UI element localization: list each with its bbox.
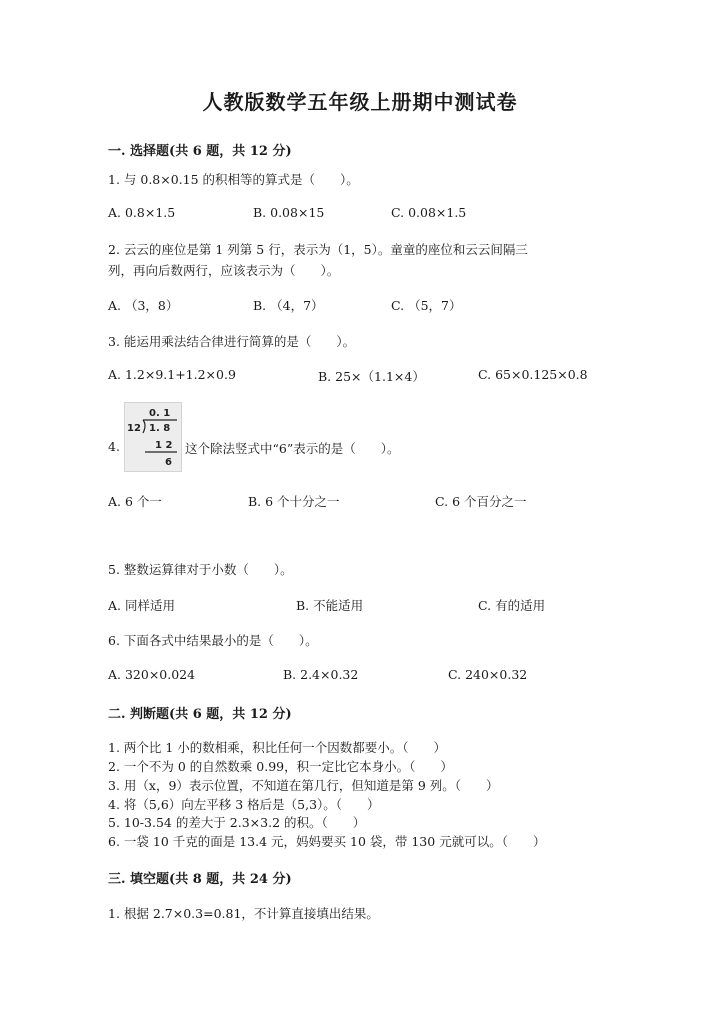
q6-option-c: C. 240×0.32 xyxy=(448,667,528,682)
q2-option-b: B. （4，7） xyxy=(253,298,324,313)
tf-item-3: 3. 用（x，9）表示位置，不知道在第几行，但知道是第 9 列。（ ） xyxy=(108,778,499,793)
division-divisor: 12 xyxy=(127,423,141,434)
question-1: 1. 与 0.8×0.15 的积相等的算式是（ ）。 xyxy=(108,172,359,187)
q4-option-b: B. 6 个十分之一 xyxy=(248,494,340,509)
q1-option-c: C. 0.08×1.5 xyxy=(391,205,467,220)
q6-option-a: A. 320×0.024 xyxy=(108,667,196,682)
tf-item-5: 5. 10-3.54 的差大于 2.3×3.2 的积。（ ） xyxy=(108,815,366,830)
page-title: 人教版数学五年级上册期中测试卷 xyxy=(202,90,518,114)
division-remainder: 6 xyxy=(165,457,172,468)
tf-item-4: 4. 将（5,6）向左平移 3 格后是（5,3）。（ ） xyxy=(108,797,380,812)
q2-option-c: C. （5，7） xyxy=(391,298,462,313)
division-figure xyxy=(124,402,182,472)
tf-item-1: 1. 两个比 1 小的数相乘，积比任何一个因数都要小。（ ） xyxy=(108,740,447,755)
question-6: 6. 下面各式中结果最小的是（ ）。 xyxy=(108,633,318,648)
question-5: 5. 整数运算律对于小数（ ）。 xyxy=(108,562,293,577)
question-2-line1: 2. 云云的座位是第 1 列第 5 行，表示为（1，5）。童童的座位和云云间隔三 xyxy=(108,242,528,257)
question-4-text: 这个除法竖式中“6”表示的是（ ）。 xyxy=(185,441,400,456)
fill-question-1: 1. 根据 2.7×0.3=0.81，不计算直接填出结果。 xyxy=(108,906,379,921)
q3-option-a: A. 1.2×9.1+1.2×0.9 xyxy=(108,367,236,382)
division-product: 1 2 xyxy=(155,440,173,451)
q1-option-b: B. 0.08×15 xyxy=(253,205,325,220)
q5-option-c: C. 有的适用 xyxy=(478,598,546,613)
q3-option-b: B. 25×（1.1×4） xyxy=(318,369,425,384)
tf-item-2: 2. 一个不为 0 的自然数乘 0.99，积一定比它本身小。（ ） xyxy=(108,759,453,774)
section-heading-judgement: 二. 判断题(共 6 题，共 12 分) xyxy=(108,707,292,722)
q5-option-b: B. 不能适用 xyxy=(296,598,364,613)
question-2-line2: 列，再向后数两行，应该表示为（ ）。 xyxy=(108,263,340,278)
q3-option-c: C. 65×0.125×0.8 xyxy=(478,367,588,382)
q2-option-a: A. （3，8） xyxy=(108,298,179,313)
question-4-number: 4. xyxy=(108,439,120,454)
section-heading-fill-in: 三. 填空题(共 8 题，共 24 分) xyxy=(108,872,292,887)
section-heading-choice: 一. 选择题(共 6 题，共 12 分) xyxy=(108,144,292,159)
question-3: 3. 能运用乘法结合律进行简算的是（ ）。 xyxy=(108,334,356,349)
q4-option-a: A. 6 个一 xyxy=(108,494,162,509)
q5-option-a: A. 同样适用 xyxy=(108,598,175,613)
q6-option-b: B. 2.4×0.32 xyxy=(283,667,359,682)
tf-item-6: 6. 一袋 10 千克的面是 13.4 元，妈妈要买 10 袋，带 130 元就可以。（ ） xyxy=(108,834,546,849)
division-quotient: 0. 1 xyxy=(149,408,171,419)
division-dividend: 1. 8 xyxy=(149,423,171,434)
q1-option-a: A. 0.8×1.5 xyxy=(108,205,176,220)
q4-option-c: C. 6 个百分之一 xyxy=(435,494,527,509)
